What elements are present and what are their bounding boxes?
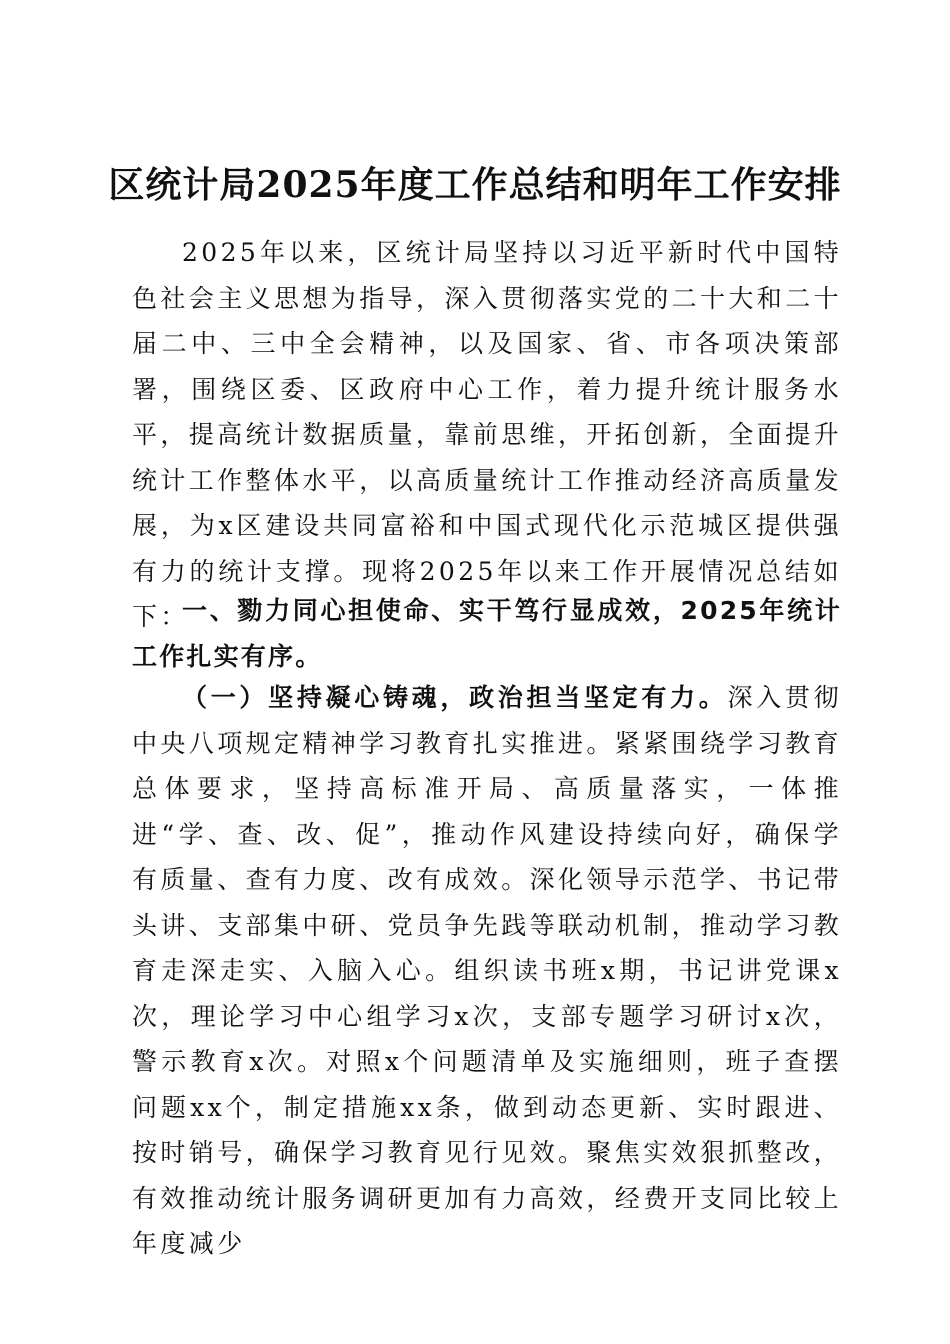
section-1-paragraph — [132, 675, 842, 1267]
document-title: 区统计局2025年度工作总结和明年工作安排 — [108, 164, 842, 207]
section-heading-1: 一、勠力同心担使命、实干笃行显成效，2025年统计工作扎实有序。 — [132, 596, 842, 671]
intro-paragraph: 2025年以来，区统计局坚持以习近平新时代中国特色社会主义思想为指导，深入贯彻落实党的二十大和二十届二中、三中全会精神，以及国家、省、市各项决策部署，围绕区委、区政府中心工作，着力提升统计服务水平，提高统计数据质量，靠前思维，开拓创新，全面提升统计工作整体水平，以高质量统计工作推动经济高质量发展，为x区建设共同富裕和中国式现代化示范城区提供强有力的统计支撑。现将2025年以来工作开展情况总结如下： — [132, 238, 843, 631]
section-1-lead: （一）坚持凝心铸魂，政治担当坚定有力。 — [182, 683, 728, 712]
section-1-body: 深入贯彻中央八项规定精神学习教育扎实推进。紧紧围绕学习教育总体要求，坚持高标准开局、高质量落实，一体推进“学、查、改、促”，推动作风建设持续向好，确保学有质量、查有力度、改有成效。深化领导示范学、书记带头讲、支部集中研、党员争先践等联动机制，推动学习教育走深走实、入脑入心。组织读书班x期，书记讲党课x次，理论学习中心组学习x次，支部专题学习研讨x次，警示教育x次。对照x个问题清单及实施细则，班子查摆问题xx个，制定措施xx条，做到动态更新、实时跟进、按时销号，确保学习教育见行见效。聚焦实效狠抓整改，有效推动统计服务调研更加有力高效，经费开支同比较上年度减少 — [132, 683, 843, 1258]
